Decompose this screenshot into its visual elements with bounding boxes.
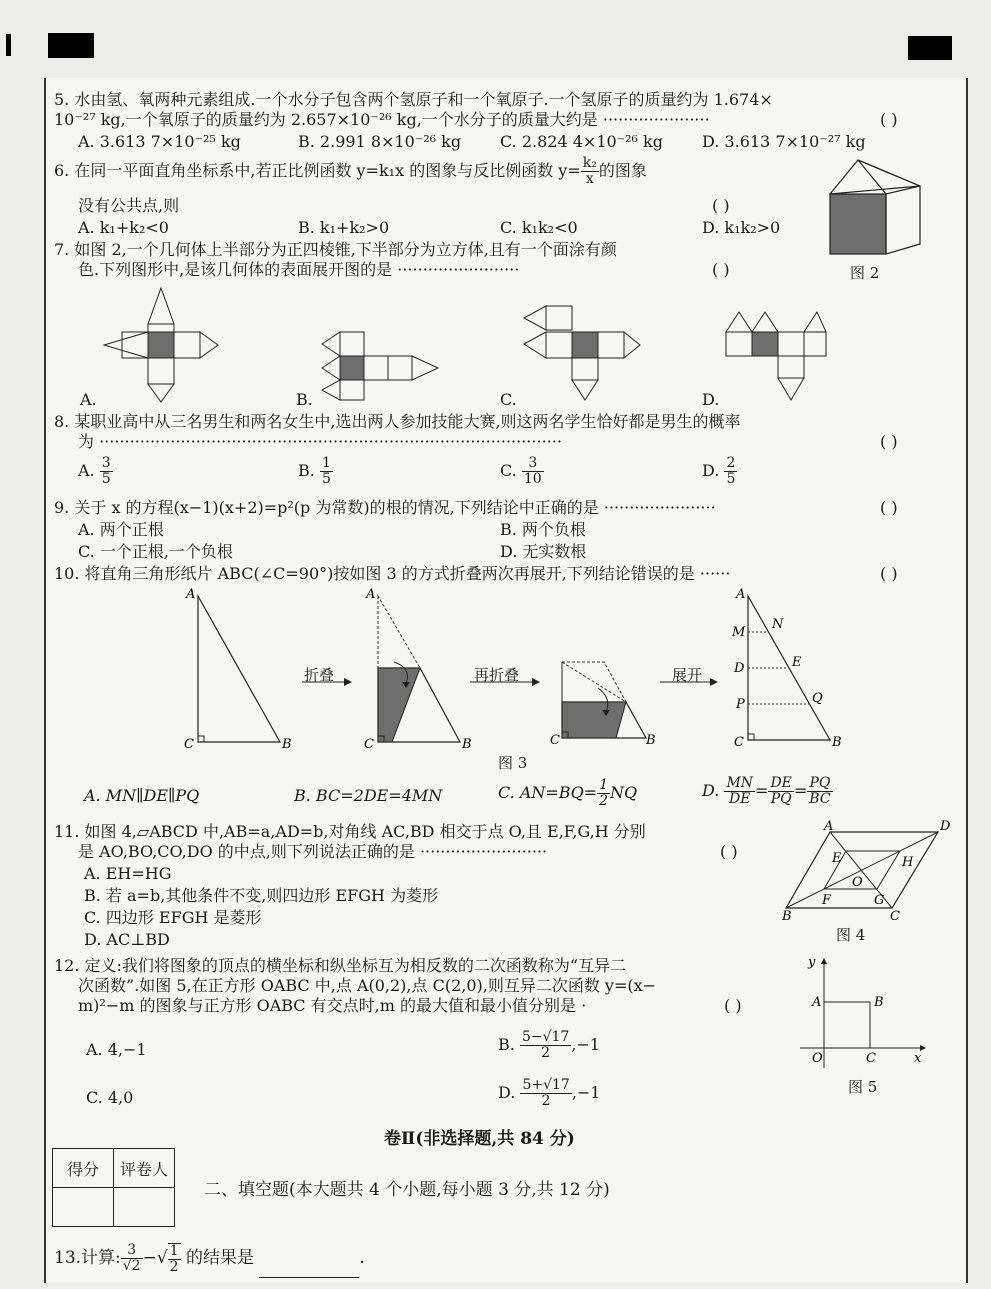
q6-option-c[interactable]: C. k₁k₂<0 (500, 218, 578, 237)
svg-text:C: C (550, 733, 560, 748)
q10-option-a[interactable]: A. MN∥DE∥PQ (84, 786, 200, 805)
q13-radicand: $\frac{1}{2}$ (169, 1242, 179, 1275)
q8-option-d[interactable]: D. $\frac{2}{5}$ (702, 455, 736, 487)
svg-text:M: M (732, 625, 746, 640)
q10-option-c[interactable]: C. AN=BQ= $\frac{1}{2}$ NQ (498, 777, 638, 809)
svg-text:C: C (184, 737, 194, 752)
svg-text:B: B (462, 737, 472, 752)
q9-option-b[interactable]: B. 两个负根 (500, 520, 586, 539)
q7-net-d[interactable] (722, 306, 830, 404)
q6-line1 (54, 156, 647, 187)
q6-option-a[interactable]: A. k₁+k₂<0 (78, 218, 169, 237)
q8-answer-paren[interactable]: ( ) (880, 432, 898, 451)
q13-fraction: $\frac{3}{√2}$ (122, 1242, 141, 1274)
scan-mark-left (6, 34, 11, 56)
q10-line1: 10. 将直角三角形纸片 ABC(∠C=90°)按如图 3 的方式折叠两次再展开,下列结论错误的是 ······ (54, 564, 731, 583)
q11-option-c[interactable]: C. 四边形 EFGH 是菱形 (84, 908, 262, 927)
svg-text:N: N (772, 617, 784, 632)
fold-label: 折叠 (304, 666, 335, 684)
grader-header: 评卷人 (114, 1149, 175, 1188)
figure-3-caption: 图 3 (498, 754, 528, 772)
q12-option-a[interactable]: A. 4,−1 (86, 1040, 147, 1059)
figure-4-caption: 图 4 (836, 926, 866, 944)
svg-text:B: B (782, 909, 792, 924)
svg-text:C: C (734, 735, 744, 750)
q8-option-c[interactable]: C. $\frac{3}{10}$ (500, 455, 542, 487)
q6-line2: 没有公共点,则 (78, 196, 180, 215)
q6-option-b[interactable]: B. k₁+k₂>0 (298, 218, 390, 237)
q11-option-d[interactable]: D. AC⊥BD (84, 930, 170, 949)
svg-text:A: A (824, 819, 834, 834)
svg-text:C: C (890, 909, 900, 924)
svg-text:E: E (792, 655, 802, 670)
q10-option-b[interactable]: B. BC=2DE=4MN (294, 786, 443, 805)
svg-text:P: P (736, 697, 745, 712)
svg-text:B: B (874, 995, 884, 1010)
q9-line1: 9. 关于 x 的方程(x−1)(x+2)=p²(p 为常数)的根的情况,下列结论中正确的是 ······················ (54, 498, 716, 517)
q12-line2: 次函数”.如图 5,在正方形 OABC 中,点 A(0,2),点 C(2,0),则互异二次函数 y=(x− (78, 976, 657, 995)
q11-option-a[interactable]: A. EH=HG (84, 864, 172, 883)
q7-option-c[interactable]: C. (500, 390, 517, 409)
score-cell[interactable] (53, 1188, 114, 1227)
figure-2-solid (826, 150, 926, 262)
q12-line3: m)²−m 的图象与正方形 OABC 有交点时,m 的最大值和最小值分别是 · (78, 996, 587, 1015)
q10-answer-paren[interactable]: ( ) (880, 564, 898, 583)
q7-line1: 7. 如图 2,一个几何体上半部分为正四棱锥,下半部分为立方体,且有一个面涂有颜 (54, 240, 617, 259)
q7-option-d[interactable]: D. (702, 390, 720, 409)
q5-answer-paren[interactable]: ( ) (880, 110, 898, 129)
svg-text:O: O (812, 1051, 823, 1066)
q6-fraction: $\frac{\text{k₂}}{x}$ (582, 155, 597, 187)
q12-option-d[interactable]: D. $\frac{5+√17}{2}$ ,−1 (498, 1077, 601, 1109)
svg-text:E: E (832, 851, 842, 866)
q5-option-a[interactable]: A. 3.613 7×10⁻²⁵ kg (78, 132, 241, 151)
svg-text:Q: Q (812, 691, 823, 706)
figure-4-parallelogram (778, 818, 950, 924)
svg-text:A: A (812, 995, 822, 1010)
svg-text:B: B (646, 733, 656, 748)
q12-option-b[interactable]: B. $\frac{5-√17}{2}$ ,−1 (498, 1029, 600, 1061)
svg-text:A: A (366, 588, 376, 602)
svg-text:A: A (736, 588, 746, 602)
q5-line2: 10⁻²⁷ kg,一个氧原子的质量约为 2.657×10⁻²⁶ kg,一个水分子的质量大约是 ····················· (54, 110, 710, 129)
svg-text:D: D (940, 819, 950, 834)
svg-text:O: O (852, 875, 863, 890)
q6-line1-pre: 6. 在同一平面直角坐标系中,若正比例函数 y=k₁x 的图象与反比例函数 y= (54, 161, 581, 180)
score-table (52, 1148, 175, 1227)
svg-text:C: C (866, 1051, 876, 1066)
q13-answer-blank[interactable] (259, 1261, 359, 1278)
section-fill-blank-title: 二、填空题(本大题共 4 个小题,每小题 3 分,共 12 分) (204, 1180, 610, 1200)
q9-option-d[interactable]: D. 无实数根 (500, 542, 587, 561)
q8-option-b[interactable]: B. $\frac{1}{5}$ (298, 455, 331, 487)
q6-answer-paren[interactable]: ( ) (712, 196, 730, 215)
q13-line: 13.计算: $\frac{3}{√2}$ −√ $\frac{1}{2}$ 的结果是 . (54, 1238, 365, 1278)
svg-text:G: G (874, 893, 885, 908)
q11-line1: 11. 如图 4,▱ABCD 中,AB=a,AD=b,对角线 AC,BD 相交于点 O,且 E,F,G,H 分别 (54, 822, 646, 841)
svg-text:B: B (282, 737, 292, 752)
q10-option-d[interactable]: D. $\frac{MN}{DE}$ = $\frac{DE}{PQ}$ = $\frac{PQ}{BC}$ (702, 775, 831, 807)
q7-answer-paren[interactable]: ( ) (712, 260, 730, 279)
q8-line1: 8. 某职业高中从三名男生和两名女生中,选出两人参加技能大赛,则这两名学生恰好都是男生的概率 (54, 412, 741, 431)
figure-3 (180, 588, 860, 752)
score-header: 得分 (53, 1149, 114, 1188)
svg-text:D: D (734, 661, 745, 676)
unfold-label: 展开 (672, 666, 703, 684)
q6-option-d[interactable]: D. k₁k₂>0 (702, 218, 781, 237)
q5-line1: 5. 水由氢、氧两种元素组成.一个水分子包含两个氢原子和一个氧原子.一个氢原子的质量约为 1.674× (54, 90, 773, 109)
q9-answer-paren[interactable]: ( ) (880, 498, 898, 517)
q8-line2: 为 ··························································································· (78, 432, 562, 451)
svg-text:B: B (832, 735, 842, 750)
svg-text:H: H (902, 855, 914, 870)
part2-title: 卷Ⅱ(非选择题,共 84 分) (384, 1129, 575, 1149)
q11-line2: 是 AO,BO,CO,DO 的中点,则下列说法正确的是 ························· (78, 842, 548, 861)
q7-option-a[interactable]: A. (80, 390, 97, 409)
figure-5-square (796, 956, 928, 1074)
svg-text:C: C (364, 737, 374, 752)
q7-net-c[interactable] (520, 302, 644, 404)
q7-option-b[interactable]: B. (296, 390, 313, 409)
q7-net-a[interactable] (100, 284, 222, 406)
q8-option-a[interactable]: A. $\frac{3}{5}$ (78, 455, 111, 487)
q5-option-d[interactable]: D. 3.613 7×10⁻²⁷ kg (702, 132, 866, 151)
scan-mark-top-left (48, 33, 94, 58)
q5-option-b[interactable]: B. 2.991 8×10⁻²⁶ kg (298, 132, 462, 151)
q9-option-c[interactable]: C. 一个正根,一个负根 (78, 542, 233, 561)
svg-text:A: A (186, 588, 196, 602)
scan-mark-top-right (908, 36, 952, 60)
svg-text:x: x (914, 1051, 922, 1066)
q12-option-c[interactable]: C. 4,0 (86, 1088, 134, 1107)
grader-cell[interactable] (114, 1188, 175, 1227)
q7-line2: 色.下列图形中,是该几何体的表面展开图的是 ························ (78, 260, 520, 279)
q7-net-b[interactable] (318, 328, 442, 404)
svg-text:y: y (808, 956, 816, 970)
figure-2-caption: 图 2 (850, 264, 880, 282)
q5-option-c[interactable]: C. 2.824 4×10⁻²⁶ kg (500, 132, 663, 151)
q6-line1-post: 的图象 (598, 161, 647, 180)
figure-5-caption: 图 5 (848, 1078, 878, 1096)
refold-label: 再折叠 (474, 666, 520, 684)
q12-line1: 12. 定义:我们将图象的顶点的横坐标和纵坐标互为相反数的二次函数称为“互异二 (54, 956, 627, 975)
q11-answer-paren[interactable]: ( ) (720, 842, 738, 861)
q9-option-a[interactable]: A. 两个正根 (78, 520, 164, 539)
q12-answer-paren[interactable]: ( ) (724, 996, 742, 1015)
q11-option-b[interactable]: B. 若 a=b,其他条件不变,则四边形 EFGH 为菱形 (84, 886, 439, 905)
svg-text:F: F (822, 893, 832, 908)
